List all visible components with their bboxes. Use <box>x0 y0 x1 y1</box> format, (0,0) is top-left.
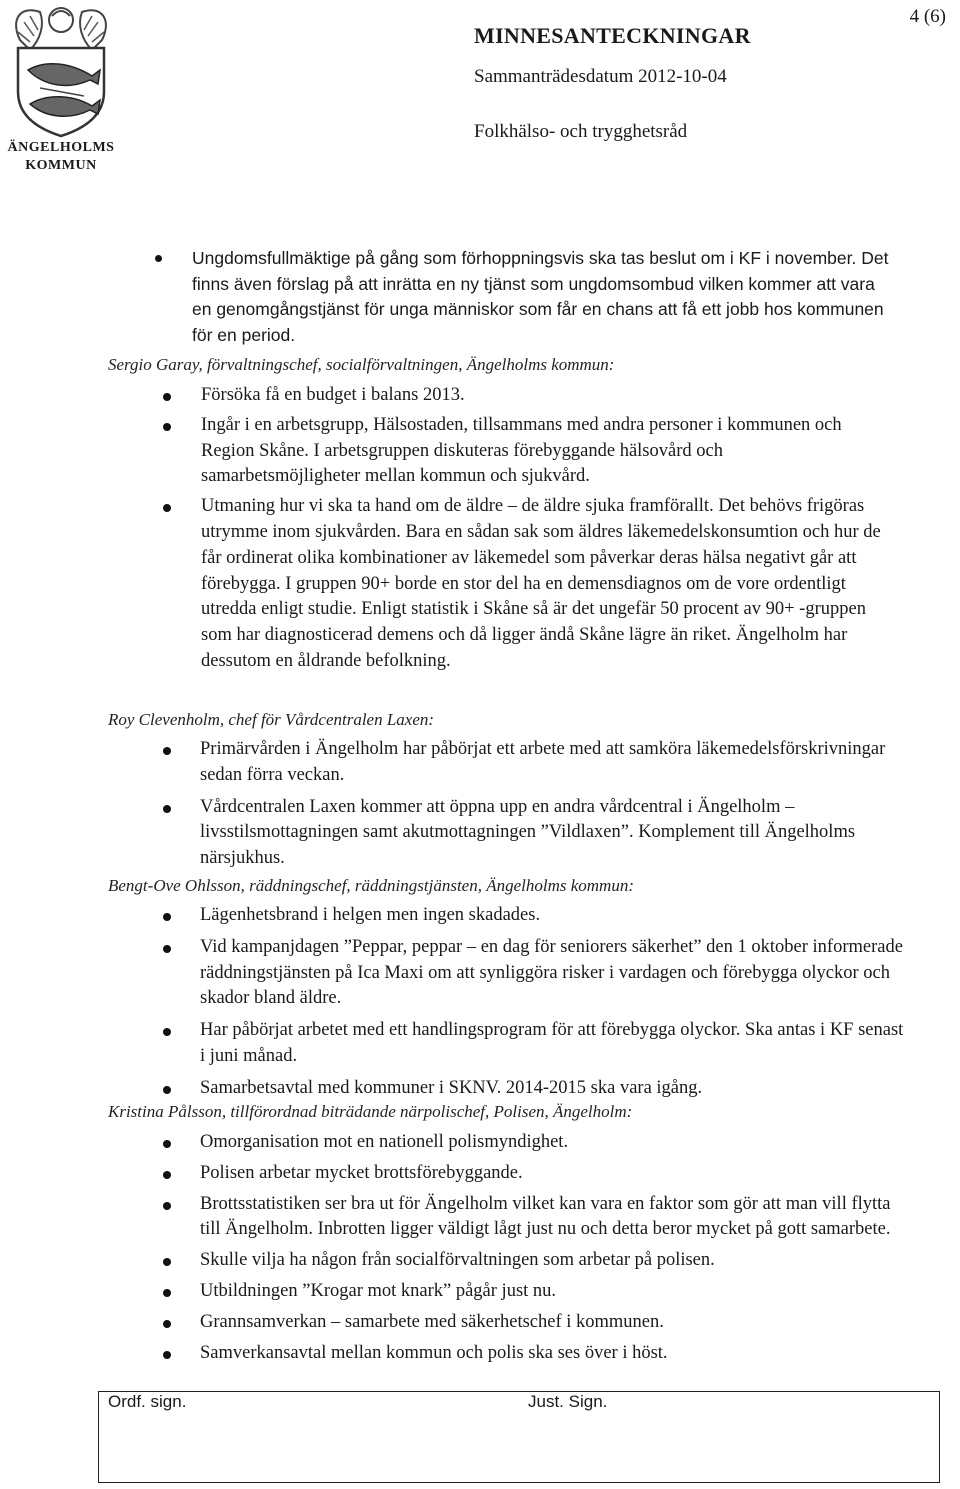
list-item <box>163 413 883 490</box>
bullet-icon <box>163 913 171 921</box>
list-item-text: Primärvården i Ängelholm har påbörjat ett arbete med att samköra läkemedelsförskrivningar sedan förra veckan. <box>200 739 886 785</box>
list-item <box>163 494 883 675</box>
logo-text-line1: ÄNGELHOLMS <box>7 140 115 155</box>
page-number: 4 (6) <box>909 6 946 27</box>
list-item <box>155 246 895 348</box>
coat-of-arms-icon <box>0 0 122 140</box>
bullet-icon <box>163 393 171 401</box>
list-item <box>163 1130 913 1156</box>
signature-box <box>98 1391 940 1483</box>
bullet-icon <box>163 747 171 755</box>
speaker-heading: Roy Clevenholm, chef för Vårdcentralen Laxen: <box>108 710 435 729</box>
meeting-date: Sammanträdesdatum 2012-10-04 <box>474 66 727 87</box>
meeting-body: Folkhälso- och trygghetsråd <box>474 121 688 142</box>
chair-signature-label: Ordf. sign. <box>108 1392 187 1411</box>
list-item <box>163 903 913 929</box>
list-item-text: Skulle vilja ha någon från socialförvaltningen som arbetar på polisen. <box>200 1250 715 1271</box>
list-item-text: Har påbörjat arbetet med ett handlingsprogram för att förebygga olyckor. Ska antas i KF senast i juni månad. <box>200 1020 904 1066</box>
bullet-list <box>163 1130 913 1366</box>
list-item-text: Omorganisation mot en nationell polismyndighet. <box>200 1132 569 1152</box>
list-item-text: Ingår i en arbetsgrupp, Hälsostaden, tillsammans med andra personer i kommunen och Region Skåne. I arbetsgruppen diskuteras förebyggande hälsovård och samarbetsmöjligheter mellan kommun och sjukvård. <box>201 414 842 487</box>
list-item-text: Ungdomsfullmäktige på gång som förhoppningsvis ska tas beslut om i KF i november. Det finns även förslag på att inrätta en ny tjänst som ungdomsombud vilken kommer att vara en genomgångstjänst för unga människor som får en chans att få ett jobb hos kommunen för en period. <box>192 248 889 345</box>
speaker-heading: Bengt-Ove Ohlsson, räddningschef, räddningstjänsten, Ängelholms kommun: <box>108 876 634 895</box>
list-item <box>163 383 883 409</box>
bullet-icon <box>163 1086 171 1094</box>
bullet-icon <box>163 1320 171 1328</box>
municipality-logo <box>0 0 122 185</box>
list-item <box>163 1076 913 1102</box>
list-item <box>163 1192 913 1244</box>
bullet-list <box>163 903 913 1102</box>
list-item <box>163 1161 913 1187</box>
list-item-text: Utmaning hur vi ska ta hand om de äldre – de äldre sjuka framförallt. Det behövs frigöras utrymme inom sjukvården. Bara en sådan sak som äldres läkemedelskonsumtion och hur de får ordinerat olika kombinationer av läkemedel som påverkar deras hälsa negativt går att förebygga. I gruppen 90+ borde en stor del ha en demensdiagnos om de vore ordentligt utredda enligt studie. Enligt statistik i Skåne så är det ungefär 50 procent av 90+ -gruppen som har diagnosticerad demens och då ligger ändå Skåne lägre än riket. Ängelholm har dessutom en åldrande befolkning. <box>201 496 881 671</box>
bullet-icon <box>163 423 171 431</box>
bullet-list <box>163 737 913 872</box>
adjuster-signature-label: Just. Sign. <box>528 1392 608 1411</box>
bullet-icon <box>163 504 171 512</box>
list-item <box>163 1341 913 1367</box>
speaker-heading: Kristina Pålsson, tillförordnad biträdande närpolischef, Polisen, Ängelholm: <box>108 1102 633 1121</box>
list-item-text: Samverkansavtal mellan kommun och polis ska ses över i höst. <box>200 1342 668 1363</box>
bullet-icon <box>163 1202 171 1210</box>
list-item-text: Grannsamverkan – samarbete med säkerhetschef i kommunen. <box>200 1311 664 1332</box>
list-item <box>163 935 913 1012</box>
bullet-icon <box>163 1258 171 1266</box>
document-title: MINNESANTECKNINGAR <box>474 23 751 48</box>
list-item-text: Polisen arbetar mycket brottsförebyggande. <box>200 1162 523 1183</box>
intro-list <box>155 246 895 348</box>
list-item-text: Försöka få en budget i balans 2013. <box>201 385 465 405</box>
bullet-icon <box>163 1289 171 1297</box>
bullet-icon <box>163 1140 171 1148</box>
bullet-icon <box>163 1171 171 1179</box>
list-item <box>163 1310 913 1336</box>
list-item-text: Lägenhetsbrand i helgen men ingen skadades. <box>200 905 541 925</box>
speaker-heading: Sergio Garay, förvaltningschef, socialförvaltningen, Ängelholms kommun: <box>108 355 615 374</box>
bullet-icon <box>163 1351 171 1359</box>
list-item <box>163 1279 913 1305</box>
bullet-icon <box>163 945 171 953</box>
list-item-text: Vårdcentralen Laxen kommer att öppna upp en andra vårdcentral i Ängelholm – livsstilsmottagningen samt akutmottagningen ”Vildlaxen”. Komplement till Ängelholms närsjukhus. <box>200 796 856 869</box>
list-item <box>163 737 913 789</box>
list-item <box>163 1018 913 1070</box>
bullet-list <box>163 383 883 675</box>
list-item <box>163 1248 913 1274</box>
bullet-icon <box>155 255 162 262</box>
logo-text-line2: KOMMUN <box>25 158 97 173</box>
list-item <box>163 795 913 872</box>
list-item-text: Brottsstatistiken ser bra ut för Ängelholm vilket kan vara en faktor som gör att man vill flytta till Ängelholm. Inbrotten ligger väldigt lågt just nu och detta beror mycket på gott samarbete. <box>200 1193 891 1240</box>
list-item-text: Vid kampanjdagen ”Peppar, peppar – en dag för seniorers säkerhet” den 1 oktober informerade räddningstjänsten på Ica Maxi om att synliggöra risker i vardagen och förebygga olyckor och skador bland äldre. <box>200 936 903 1009</box>
list-item-text: Utbildningen ”Krogar mot knark” pågår just nu. <box>200 1280 557 1301</box>
bullet-icon <box>163 1028 171 1036</box>
bullet-icon <box>163 805 171 813</box>
list-item-text: Samarbetsavtal med kommuner i SKNV. 2014-2015 ska vara igång. <box>200 1077 703 1098</box>
